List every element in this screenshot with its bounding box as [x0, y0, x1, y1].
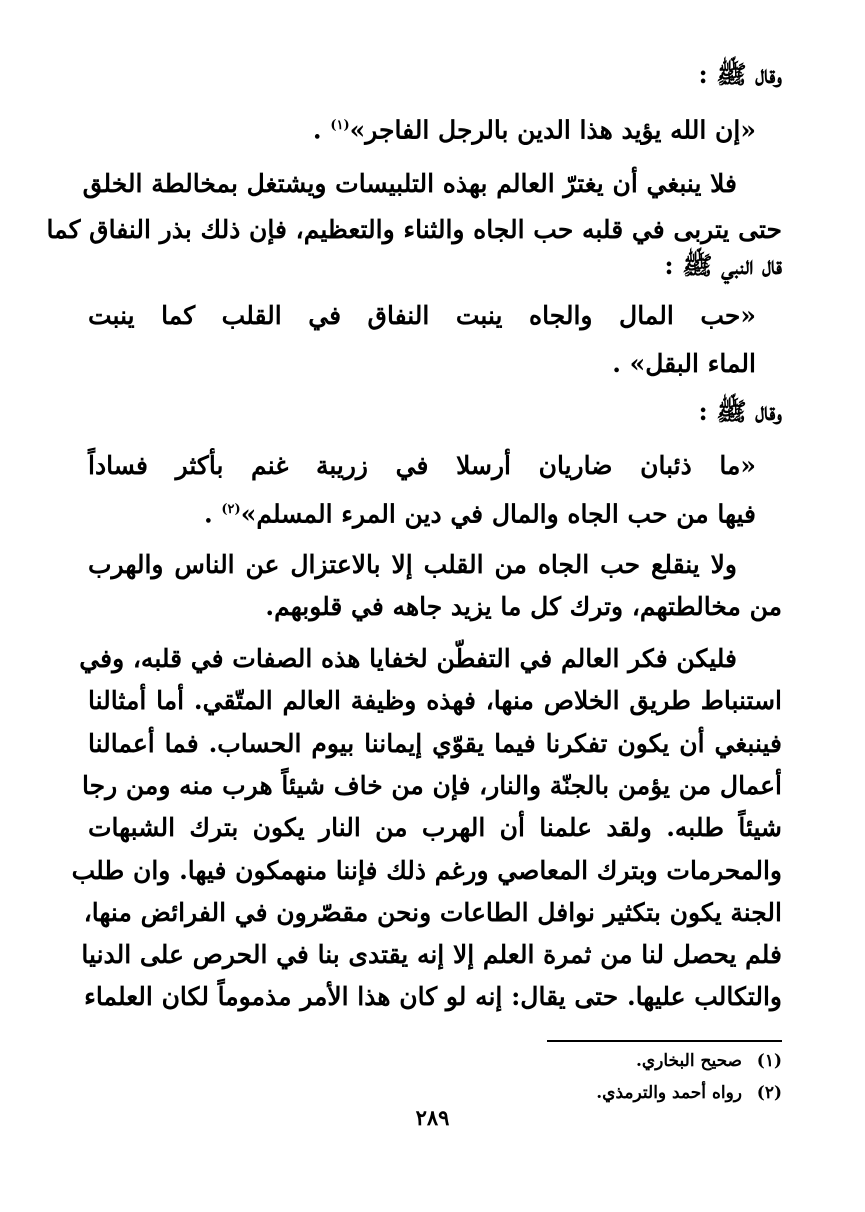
quote-end: .: [312, 115, 331, 145]
paragraph-line: ولا ينقلع حب الجاه من القلب إلا بالاعتزال عن الناس والهرب: [88, 550, 737, 579]
paragraph-line: فليكن فكر العالم في التفطّن لخفايا هذه الصفات في قلبه، وفي: [79, 644, 737, 673]
quote-end: .: [203, 499, 222, 529]
paragraph-line: الجنة يكون بتكثير نوافل الطاعات ونحن مقصّرون في الفرائض منها،: [83, 898, 782, 927]
quote-text: «إن الله يؤيد هذا الدين بالرجل الفاجر»: [349, 115, 756, 145]
paragraph-line: أعمال من يؤمن بالجنّة والنار، فإن من خاف شيئاً هرب منه ومن رجا: [82, 771, 782, 800]
footnote: [636, 1048, 782, 1074]
paragraph-line: والتكالب عليها. حتى يقال: إنه لو كان هذا الأمر مذموماً لكان العلماء: [84, 982, 782, 1011]
footnote-text: صحيح البخاري.: [635, 1051, 742, 1071]
page-number: ٢٨٩: [415, 1105, 450, 1130]
paragraph-line: حتى يتربى في قلبه حب الجاه والثناء والتعظيم، فإن ذلك بذر النفاق كما: [46, 215, 782, 244]
footnote-number: (٢): [756, 1083, 782, 1103]
footnote-divider: [547, 1040, 782, 1042]
hadith-quote: الماء البقل» .: [612, 349, 756, 378]
hadith-quote: [204, 490, 756, 534]
quote-text: فيها من حب الجاه والمال في دين المرء المسلم»: [240, 499, 756, 529]
paragraph-line: فينبغي أن يكون تفكرنا فيما يقوّي إيماننا بيوم الحساب. فما أعمالنا: [88, 729, 782, 758]
paragraph-line: والمحرمات وبترك المعاصي ورغم ذلك فإننا منهمكون فيها. وان طلب: [71, 856, 782, 885]
paragraph-line: فلا ينبغي أن يغترّ العالم بهذه التلبيسات ويشتغل بمخالطة الخلق: [82, 169, 737, 198]
text-line: وقال ﷺ :: [698, 397, 782, 426]
paragraph-line: استنباط طريق الخلاص منها، فهذه وظيفة العالم المتّقي. أما أمثالنا: [88, 686, 782, 715]
footnote-ref: (٢): [221, 502, 241, 517]
hadith-quote: «حب المال والجاه ينبت النفاق في القلب كما ينبت: [88, 301, 756, 330]
footnote: [596, 1080, 782, 1106]
text-line: وقال ﷺ :: [698, 60, 782, 89]
footnote-text: رواه أحمد والترمذي.: [596, 1083, 742, 1103]
hadith-quote: «ما ذئبان ضاريان أرسلا في زريبة غنم بأكثر فساداً: [88, 451, 756, 480]
hadith-quote: [313, 106, 756, 150]
paragraph-line: من مخالطتهم، وترك كل ما يزيد جاهه في قلوبهم.: [265, 592, 782, 621]
paragraph-line: قال النبي ﷺ :: [664, 251, 782, 280]
footnote-ref: (١): [330, 118, 350, 133]
paragraph-line: فلم يحصل لنا من ثمرة العلم إلا إنه يقتدى بنا في الحرص على الدنيا: [81, 940, 782, 969]
footnote-number: (١): [756, 1051, 782, 1071]
paragraph-line: شيئاً طلبه. ولقد علمنا أن الهرب من النار يكون بترك الشبهات: [88, 813, 782, 842]
